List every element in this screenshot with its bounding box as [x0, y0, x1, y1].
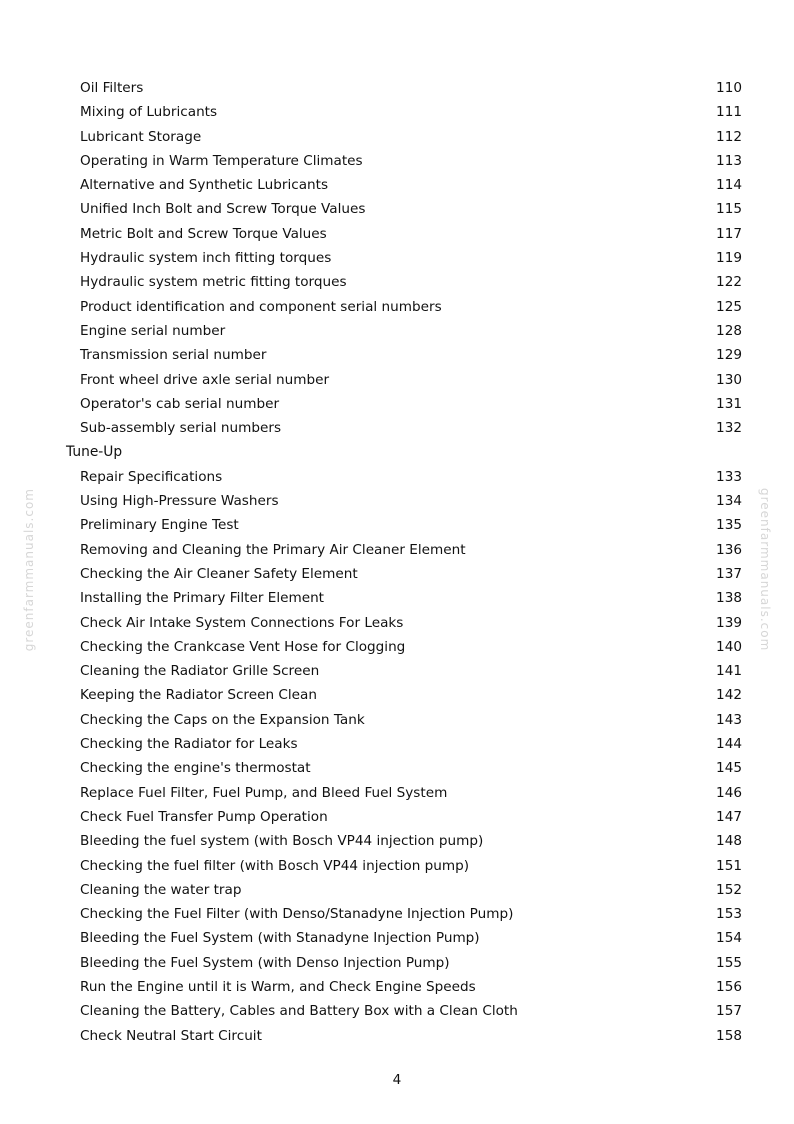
table-of-contents [0, 76, 794, 1048]
toc-entry-page-number: 153 [716, 906, 742, 923]
toc-entry-title: Checking the engine's thermostat [80, 760, 311, 777]
page-number: 4 [392, 1072, 402, 1088]
toc-entry-page-number: 111 [716, 104, 742, 121]
toc-entry[interactable] [0, 756, 794, 780]
toc-entry[interactable] [0, 465, 794, 489]
toc-entry[interactable] [0, 951, 794, 975]
toc-section-heading [0, 440, 794, 464]
toc-entry[interactable] [0, 416, 794, 440]
toc-entry[interactable] [0, 611, 794, 635]
toc-entry-title: Replace Fuel Filter, Fuel Pump, and Bleed Fuel System [80, 784, 448, 801]
toc-entry-title: Bleeding the Fuel System (with Denso Injection Pump) [80, 954, 450, 971]
toc-entry-title: Bleeding the Fuel System (with Stanadyne Injection Pump) [80, 930, 480, 947]
toc-entry-page-number: 145 [716, 760, 742, 777]
watermark-right: greenfarmmanuals.com [758, 488, 772, 652]
toc-entry[interactable] [0, 562, 794, 586]
toc-entry[interactable] [0, 878, 794, 902]
toc-entry[interactable] [0, 829, 794, 853]
toc-entry[interactable] [0, 173, 794, 197]
toc-entry-title: Cleaning the Radiator Grille Screen [80, 663, 320, 680]
toc-entry-title: Bleeding the fuel system (with Bosch VP44 injection pump) [80, 833, 484, 850]
toc-entry-title: Hydraulic system metric fitting torques [80, 274, 347, 291]
toc-entry[interactable] [0, 732, 794, 756]
toc-entry-title: Removing and Cleaning the Primary Air Cleaner Element [80, 541, 466, 558]
toc-entry[interactable] [0, 635, 794, 659]
toc-entry-page-number: 134 [716, 493, 742, 510]
toc-entry-page-number: 144 [716, 736, 742, 753]
toc-entry-title: Hydraulic system inch fitting torques [80, 250, 332, 267]
toc-entry[interactable] [0, 659, 794, 683]
toc-entry-title: Metric Bolt and Screw Torque Values [80, 225, 327, 242]
toc-entry-title: Using High-Pressure Washers [80, 493, 279, 510]
toc-entry-title: Transmission serial number [80, 347, 267, 364]
toc-entry-page-number: 119 [716, 250, 742, 267]
toc-entry[interactable] [0, 197, 794, 221]
toc-entry-page-number: 112 [716, 128, 742, 145]
toc-entry-page-number: 158 [716, 1027, 742, 1044]
toc-entry-title: Checking the Crankcase Vent Hose for Clogging [80, 638, 406, 655]
toc-entry-title: Check Fuel Transfer Pump Operation [80, 808, 328, 825]
toc-entry-page-number: 137 [716, 565, 742, 582]
toc-entry[interactable] [0, 1024, 794, 1048]
toc-entry-page-number: 132 [716, 420, 742, 437]
toc-entry-title: Cleaning the water trap [80, 881, 242, 898]
toc-entry[interactable] [0, 343, 794, 367]
toc-entry[interactable] [0, 781, 794, 805]
toc-entry[interactable] [0, 538, 794, 562]
toc-entry[interactable] [0, 246, 794, 270]
toc-entry[interactable] [0, 270, 794, 294]
toc-entry-page-number: 156 [716, 978, 742, 995]
toc-entry[interactable] [0, 926, 794, 950]
toc-entry[interactable] [0, 854, 794, 878]
toc-entry[interactable] [0, 513, 794, 537]
toc-entry-page-number: 140 [716, 638, 742, 655]
toc-entry-page-number: 131 [716, 395, 742, 412]
toc-entry-title: Checking the Fuel Filter (with Denso/Stanadyne Injection Pump) [80, 906, 514, 923]
toc-entry-page-number: 143 [716, 711, 742, 728]
toc-entry[interactable] [0, 222, 794, 246]
toc-entry-page-number: 129 [716, 347, 742, 364]
toc-entry-title: Operating in Warm Temperature Climates [80, 152, 363, 169]
toc-entry-page-number: 154 [716, 930, 742, 947]
section-title: Tune-Up [66, 444, 123, 461]
toc-entry-title: Checking the Radiator for Leaks [80, 736, 298, 753]
toc-entry-title: Installing the Primary Filter Element [80, 590, 325, 607]
toc-entry-page-number: 142 [716, 687, 742, 704]
toc-entry-page-number: 138 [716, 590, 742, 607]
toc-entry[interactable] [0, 392, 794, 416]
toc-entry-page-number: 114 [716, 177, 742, 194]
toc-entry-page-number: 110 [716, 80, 742, 96]
toc-entry[interactable] [0, 902, 794, 926]
toc-entry[interactable] [0, 489, 794, 513]
toc-entry-page-number: 148 [716, 833, 742, 850]
toc-entry-page-number: 115 [716, 201, 742, 218]
toc-entry-title: Checking the fuel filter (with Bosch VP44 injection pump) [80, 857, 470, 874]
toc-entry-title: Sub-assembly serial numbers [80, 420, 282, 437]
toc-entry-page-number: 130 [716, 371, 742, 388]
toc-entry-title: Product identification and component serial numbers [80, 298, 442, 315]
toc-entry-page-number: 157 [716, 1003, 742, 1020]
toc-entry-page-number: 117 [716, 225, 742, 242]
toc-entry-page-number: 151 [716, 857, 742, 874]
toc-entry[interactable] [0, 805, 794, 829]
toc-entry[interactable] [0, 368, 794, 392]
toc-entry-title: Checking the Caps on the Expansion Tank [80, 711, 365, 728]
toc-entry-page-number: 139 [716, 614, 742, 631]
toc-entry-title: Engine serial number [80, 322, 226, 339]
toc-entry-title: Unified Inch Bolt and Screw Torque Values [80, 201, 366, 218]
toc-entry[interactable] [0, 100, 794, 124]
toc-entry-title: Run the Engine until it is Warm, and Check Engine Speeds [80, 978, 476, 995]
toc-entry-title: Keeping the Radiator Screen Clean [80, 687, 317, 704]
toc-entry-title: Oil Filters [80, 80, 144, 96]
toc-entry-page-number: 152 [716, 881, 742, 898]
toc-entry-title: Mixing of Lubricants [80, 104, 218, 121]
toc-entry-page-number: 125 [716, 298, 742, 315]
toc-entry-page-number: 141 [716, 663, 742, 680]
toc-entry-title: Check Neutral Start Circuit [80, 1027, 262, 1044]
toc-entry[interactable] [0, 319, 794, 343]
toc-entry-title: Repair Specifications [80, 468, 223, 485]
toc-entry-title: Lubricant Storage [80, 128, 202, 145]
toc-entry[interactable] [0, 999, 794, 1023]
toc-entry[interactable] [0, 975, 794, 999]
toc-entry-page-number: 135 [716, 517, 742, 534]
toc-entry[interactable] [0, 586, 794, 610]
toc-entry-title: Check Air Intake System Connections For Leaks [80, 614, 404, 631]
toc-entry-page-number: 113 [716, 152, 742, 169]
toc-entry[interactable] [0, 683, 794, 707]
toc-entry-title: Cleaning the Battery, Cables and Battery Box with a Clean Cloth [80, 1003, 518, 1020]
toc-entry-page-number: 128 [716, 322, 742, 339]
toc-entry-page-number: 122 [716, 274, 742, 291]
toc-entry[interactable] [0, 125, 794, 149]
toc-entry[interactable] [0, 295, 794, 319]
toc-entry-title: Front wheel drive axle serial number [80, 371, 330, 388]
toc-entry-page-number: 147 [716, 808, 742, 825]
toc-entry-title: Operator's cab serial number [80, 395, 280, 412]
toc-entry-page-number: 133 [716, 468, 742, 485]
toc-entry-title: Preliminary Engine Test [80, 517, 239, 534]
toc-entry[interactable] [0, 149, 794, 173]
toc-entry[interactable] [0, 708, 794, 732]
toc-entry-page-number: 136 [716, 541, 742, 558]
toc-entry[interactable] [0, 76, 794, 100]
toc-entry-title: Checking the Air Cleaner Safety Element [80, 565, 358, 582]
toc-entry-title: Alternative and Synthetic Lubricants [80, 177, 329, 194]
watermark-left: greenfarmmanuals.com [22, 488, 36, 652]
toc-entry-page-number: 146 [716, 784, 742, 801]
toc-entry-page-number: 155 [716, 954, 742, 971]
